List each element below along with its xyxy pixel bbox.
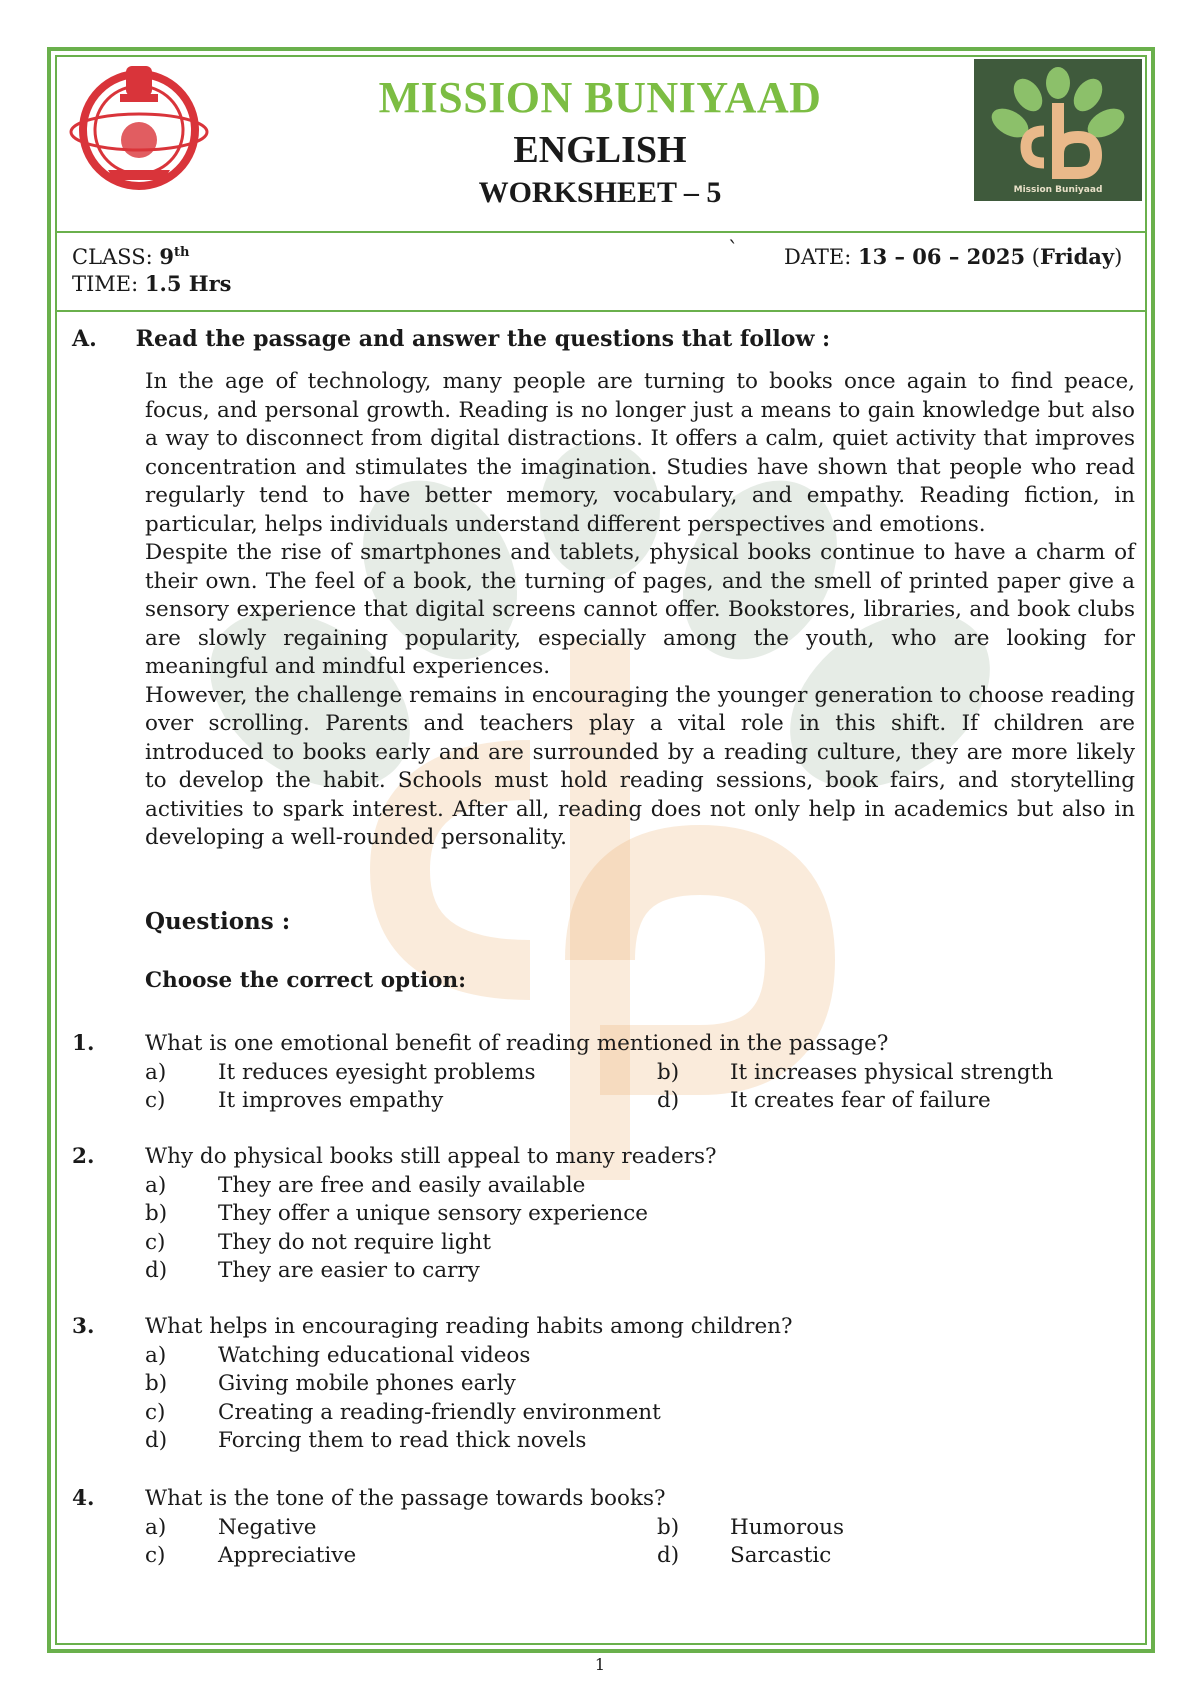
section-a-instruction: Read the passage and answer the questions that follow : [135, 326, 831, 352]
option-label: b) [145, 1201, 168, 1226]
option-label: a) [145, 1059, 167, 1085]
option-label: d) [657, 1543, 680, 1568]
option-text: Negative [218, 1514, 317, 1540]
option-label: c) [145, 1088, 166, 1113]
question-4 [72, 1485, 1132, 1571]
questions-heading: Questions : [145, 908, 291, 935]
option-text: Giving mobile phones early [218, 1371, 516, 1396]
option-label: a) [145, 1514, 167, 1540]
option-label: d) [145, 1258, 168, 1283]
program-title: MISSION BUNIYAAD [378, 73, 822, 122]
option-d[interactable] [145, 1427, 586, 1456]
option-label: a) [145, 1342, 167, 1368]
haryana-emblem-icon [68, 60, 210, 190]
option-label: b) [657, 1514, 680, 1540]
section-a-heading [72, 326, 830, 352]
option-a[interactable] [145, 1342, 530, 1371]
question-number: 2. [72, 1144, 95, 1169]
option-text: Sarcastic [730, 1543, 832, 1568]
option-c[interactable] [145, 1087, 657, 1116]
question-text: What helps in encouraging reading habits among children? [145, 1314, 793, 1339]
section-a-label: A. [72, 326, 97, 352]
question-number: 3. [72, 1314, 95, 1339]
page-number: 1 [594, 1655, 606, 1674]
option-b[interactable] [145, 1370, 516, 1399]
mission-buniyaad-logo [974, 59, 1142, 201]
option-d[interactable] [657, 1542, 1097, 1571]
question-1 [72, 1030, 1132, 1116]
option-label: a) [145, 1172, 167, 1198]
option-label: c) [145, 1399, 166, 1425]
stray-mark: ` [728, 238, 739, 262]
option-text: Humorous [730, 1514, 845, 1540]
time-info [72, 271, 231, 296]
question-number: 1. [72, 1031, 95, 1056]
day-close: ) [1114, 245, 1123, 269]
option-label: d) [657, 1088, 680, 1113]
day-value: Friday [1039, 244, 1115, 269]
time-value: 1.5 Hrs [144, 271, 232, 296]
option-text: They offer a unique sensory experience [218, 1201, 648, 1226]
option-a[interactable] [145, 1514, 657, 1543]
option-c[interactable] [145, 1399, 661, 1428]
reading-passage [145, 368, 1135, 853]
passage-paragraph: Despite the rise of smartphones and tablets, physical books continue to have a charm of their own. The feel of a book, the turning of pages, and the smell of printed paper give a sensory experience that digital screens cannot offer. Bookstores, libraries, and book clubs are slowly regaining popularity, especially among the youth, who are looking for meaningful and mindful experiences. [145, 540, 1135, 679]
option-text: Appreciative [218, 1543, 357, 1568]
date-value: 13 – 06 – 2025 [857, 244, 1026, 269]
option-label: c) [145, 1543, 166, 1568]
question-text: Why do physical books still appeal to many readers? [145, 1144, 717, 1169]
option-d[interactable] [145, 1257, 480, 1286]
question-3 [72, 1313, 1132, 1456]
tree-logo-icon [974, 59, 1142, 201]
option-text: They are easier to carry [218, 1258, 480, 1283]
option-text: They do not require light [218, 1229, 492, 1255]
worksheet-title: WORKSHEET – 5 [478, 176, 722, 209]
option-label: d) [145, 1428, 168, 1453]
option-label: b) [145, 1371, 168, 1396]
class-info [72, 244, 189, 269]
option-a[interactable] [145, 1172, 585, 1201]
option-text: It reduces eyesight problems [218, 1059, 536, 1085]
question-2 [72, 1143, 1132, 1286]
option-text: It improves empathy [218, 1088, 444, 1113]
option-label: b) [657, 1059, 680, 1085]
choose-heading: Choose the correct option: [145, 968, 467, 993]
date-info [784, 244, 1122, 269]
question-text: What is one emotional benefit of reading mentioned in the passage? [145, 1031, 889, 1056]
option-b[interactable] [657, 1514, 1097, 1543]
class-suffix: th [173, 245, 190, 260]
passage-paragraph: However, the challenge remains in encouraging the younger generation to choose reading over scrolling. Parents and teachers play a vital role in this shift. If children are introduced to books early and are surrounded by a reading culture, they are more likely to develop the habit. Schools must hold reading sessions, book fairs, and storytelling activities to spark interest. After all, reading does not only help in academics but also in developing a well-rounded personality. [145, 682, 1135, 850]
option-a[interactable] [145, 1059, 657, 1088]
class-value: 9 [159, 244, 174, 269]
passage-paragraph: In the age of technology, many people are turning to books once again to find peace, focus, and personal growth. Reading is no longer just a means to gain knowledge but also a way to disconnect from digital distractions. It offers a calm, quiet activity that improves concentration and stimulates the imagination. Studies have shown that people who read regularly tend to have better memory, vocabulary, and empathy. Reading fiction, in particular, helps individuals understand different perspectives and emotions. [145, 369, 1135, 537]
option-d[interactable] [657, 1087, 1097, 1116]
header-divider [55, 231, 1147, 233]
option-c[interactable] [145, 1542, 657, 1571]
logo-caption: Mission Buniyaad [1013, 185, 1103, 195]
option-text: Creating a reading-friendly environment [218, 1399, 661, 1425]
info-divider [55, 310, 1147, 312]
option-text: It creates fear of failure [730, 1088, 991, 1113]
option-text: Watching educational videos [218, 1342, 531, 1368]
class-label: CLASS: [72, 245, 153, 269]
option-b[interactable] [657, 1059, 1097, 1088]
option-text: It increases physical strength [730, 1059, 1054, 1085]
option-c[interactable] [145, 1229, 491, 1258]
option-text: They are free and easily available [218, 1172, 586, 1198]
day-open: ( [1031, 245, 1040, 269]
time-label: TIME: [72, 272, 139, 296]
date-label: DATE: [784, 245, 852, 269]
option-label: c) [145, 1229, 166, 1255]
subject-title: ENGLISH [513, 129, 687, 171]
question-text: What is the tone of the passage towards books? [145, 1486, 666, 1511]
option-b[interactable] [145, 1200, 648, 1229]
question-number: 4. [72, 1486, 95, 1511]
option-text: Forcing them to read thick novels [218, 1428, 587, 1453]
